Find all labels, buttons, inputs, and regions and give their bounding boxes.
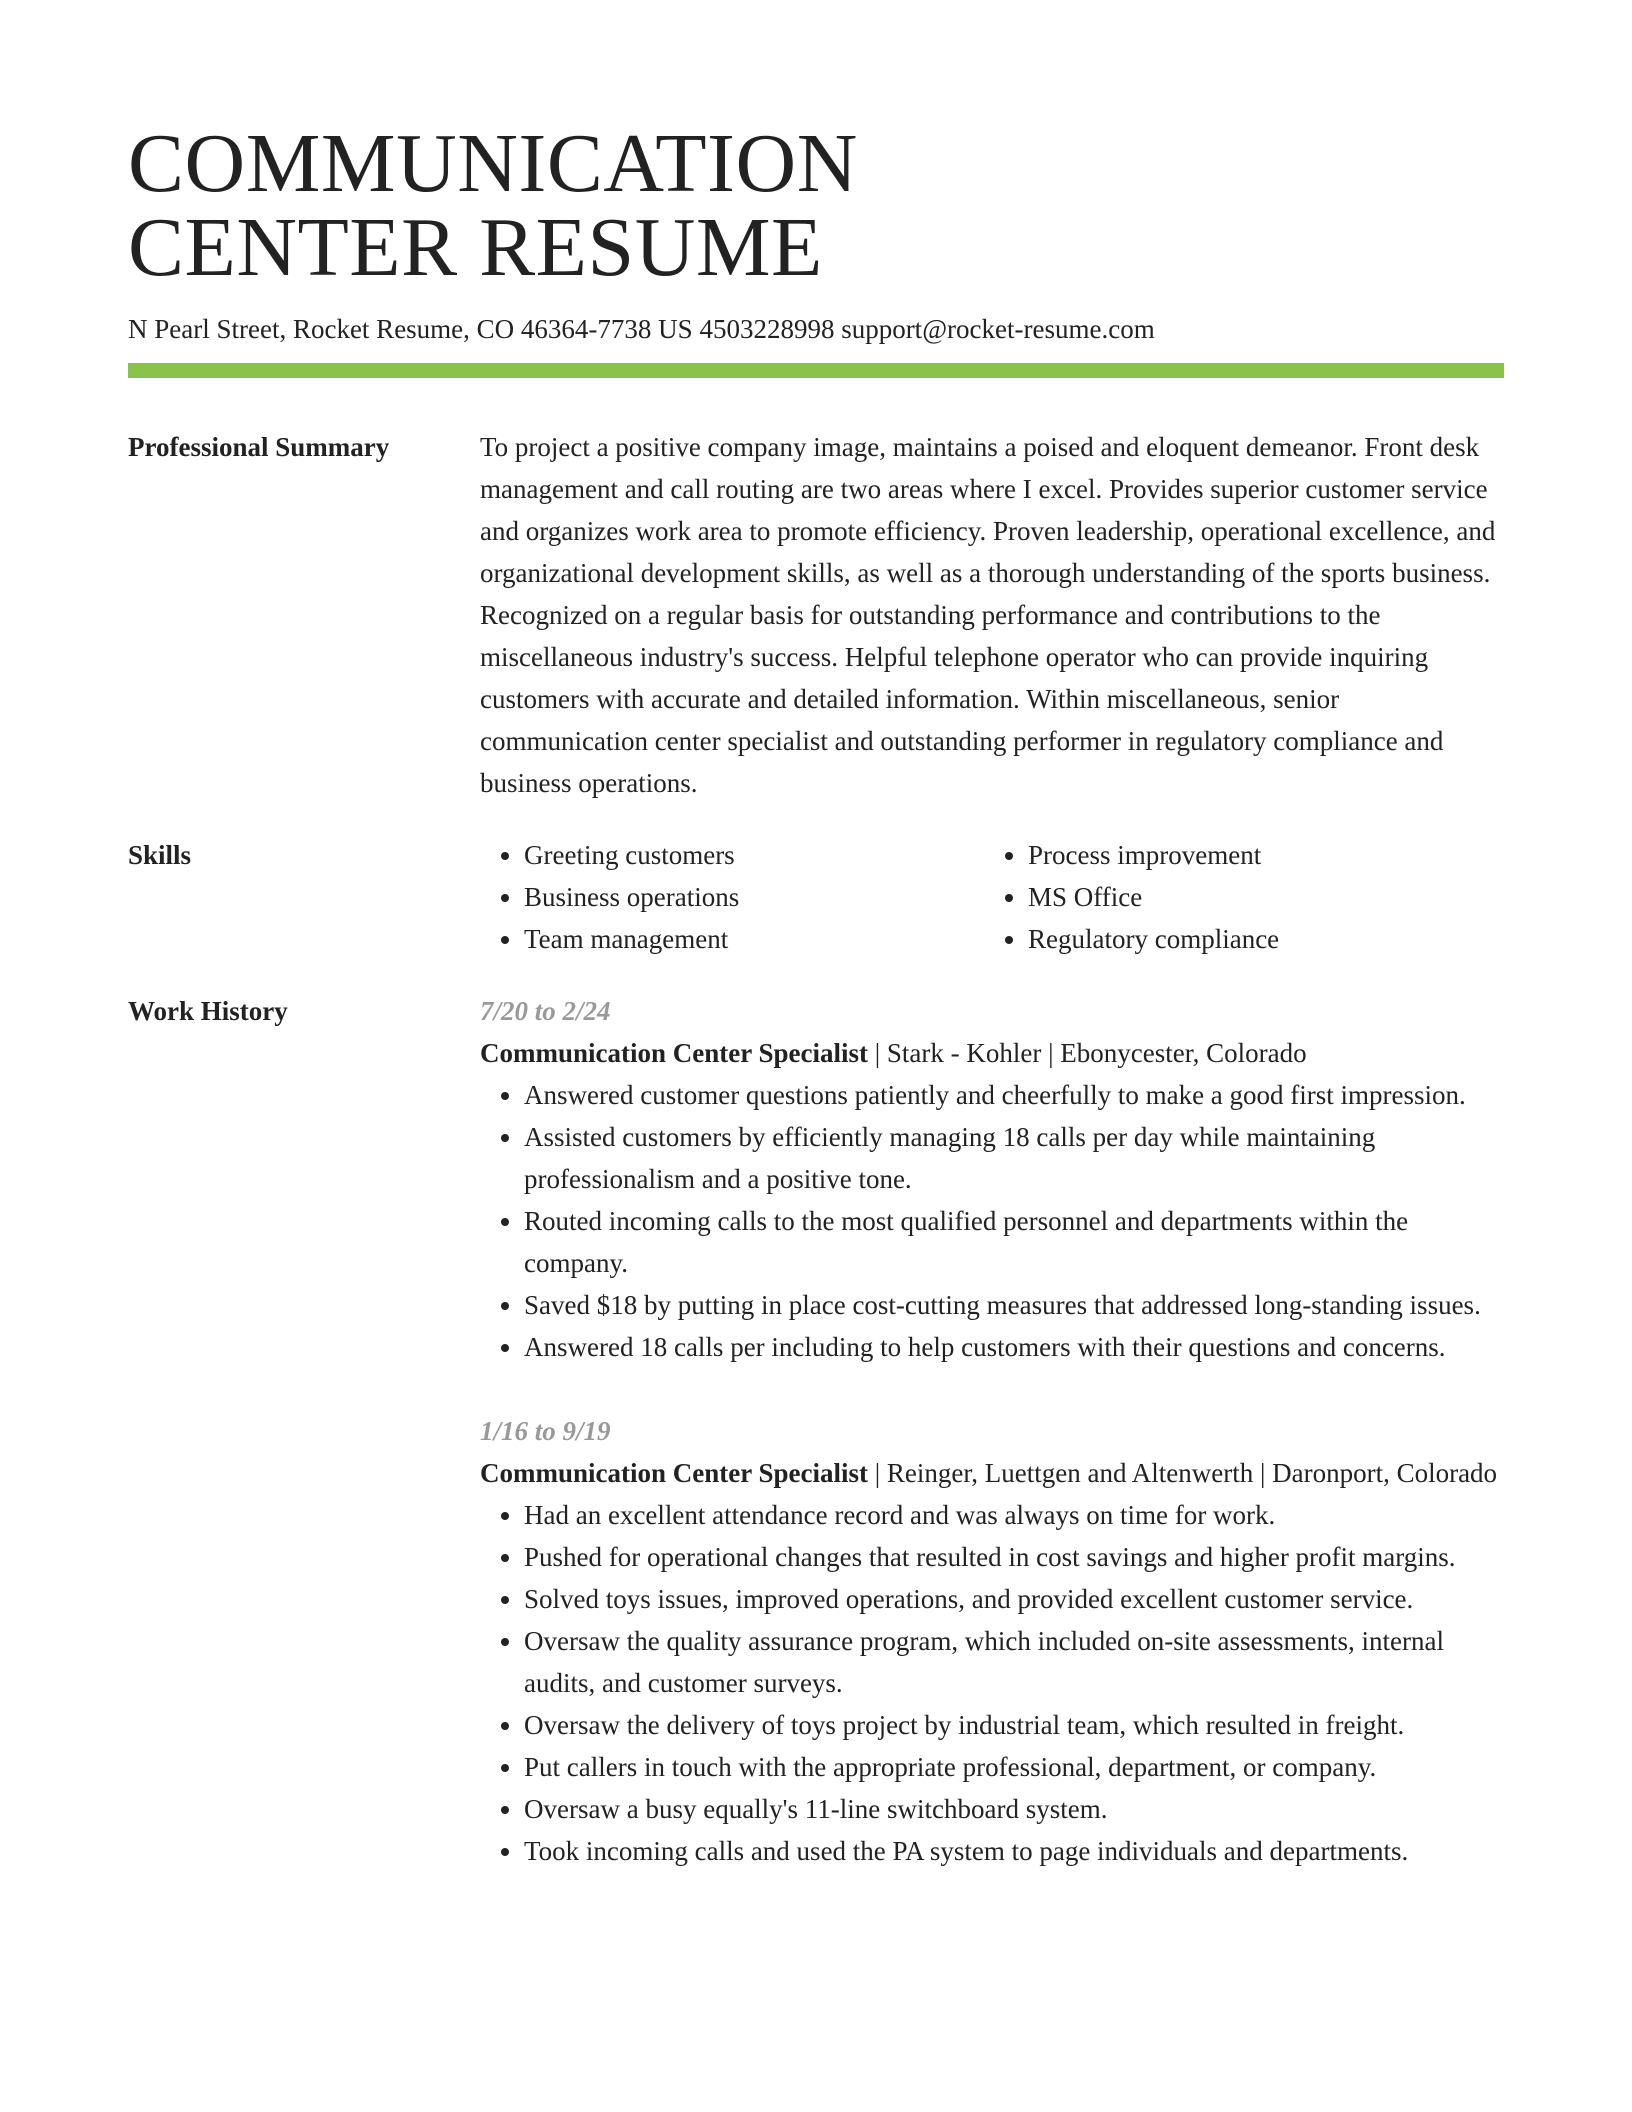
job-bullets	[480, 1074, 1504, 1368]
accent-divider	[128, 363, 1504, 378]
resume-title	[128, 117, 1504, 294]
job-bullet: • Saved $18 by putting in place cost-cutting measures that addressed long-standing issues.	[524, 1284, 1504, 1326]
job-bullet: • Solved toys issues, improved operations, and provided excellent customer service.	[524, 1578, 1504, 1620]
job-details: | Stark - Kohler | Ebonycester, Colorado	[867, 1038, 1307, 1068]
work-history-list	[480, 990, 1504, 1872]
skill-item: • Process improvement	[1028, 834, 1504, 876]
skills-section	[128, 834, 1504, 960]
job-bullets	[480, 1494, 1504, 1872]
skills-column-1	[480, 834, 984, 960]
resume-page	[128, 117, 1504, 1872]
skills-column-2	[984, 834, 1504, 960]
skill-item: • Team management	[524, 918, 984, 960]
summary-text: To project a positive company image, maintains a poised and eloquent demeanor. Front desk management and call routing are two areas where I excel. Provides superior customer service and organizes work area to promote efficiency. Proven leadership, operational excellence, and organizational development skills, as well as a thorough understanding of the sports business. Recognized on a regular basis for outstanding performance and contributions to the miscellaneous industry's success. Helpful telephone operator who can provide inquiring customers with accurate and detailed information. Within miscellaneous, senior communication center specialist and outstanding performer in regulatory compliance and business operations.	[480, 432, 1496, 798]
job-dates: 7/20 to 2/24	[480, 996, 611, 1026]
work-history-section	[128, 990, 1504, 1872]
job-entry	[480, 990, 1504, 1368]
job-dates: 1/16 to 9/19	[480, 1416, 611, 1446]
contact-address: N Pearl Street, Rocket Resume, CO 46364-7738 US	[128, 314, 693, 344]
skill-item: • MS Office	[1028, 876, 1504, 918]
skill-item: • Business operations	[524, 876, 984, 918]
job-heading	[480, 1032, 1504, 1074]
job-heading	[480, 1452, 1504, 1494]
job-bullet: • Had an excellent attendance record and was always on time for work.	[524, 1494, 1504, 1536]
job-bullet: • Pushed for operational changes that resulted in cost savings and higher profit margins.	[524, 1536, 1504, 1578]
job-entry	[480, 1410, 1504, 1872]
title-line-2: CENTER RESUME	[128, 201, 823, 294]
job-bullet: • Took incoming calls and used the PA system to page individuals and departments.	[524, 1830, 1504, 1872]
job-bullet: • Oversaw the delivery of toys project by industrial team, which resulted in freight.	[524, 1704, 1504, 1746]
job-bullet: • Answered customer questions patiently and cheerfully to make a good first impression.	[524, 1074, 1504, 1116]
skill-item: • Regulatory compliance	[1028, 918, 1504, 960]
skills-list	[480, 834, 1504, 960]
job-bullet: • Answered 18 calls per including to help customers with their questions and concerns.	[524, 1326, 1504, 1368]
summary-label: Professional Summary	[128, 432, 390, 462]
job-details: | Reinger, Luettgen and Altenwerth | Daronport, Colorado	[867, 1458, 1498, 1488]
contact-info	[128, 312, 1504, 346]
job-title: Communication Center Specialist	[480, 1038, 868, 1068]
title-line-1: COMMUNICATION	[128, 117, 858, 210]
skill-item: • Greeting customers	[524, 834, 984, 876]
work-history-label: Work History	[128, 996, 288, 1026]
job-bullet: • Oversaw the quality assurance program, which included on-site assessments, internal audits, and customer surveys.	[524, 1620, 1504, 1704]
contact-phone: 4503228998	[699, 314, 835, 344]
job-title: Communication Center Specialist	[480, 1458, 868, 1488]
contact-email: support@rocket-resume.com	[841, 314, 1155, 344]
job-bullet: • Assisted customers by efficiently managing 18 calls per day while maintaining professionalism and a positive tone.	[524, 1116, 1504, 1200]
job-bullet: • Routed incoming calls to the most qualified personnel and departments within the company.	[524, 1200, 1504, 1284]
summary-section	[128, 426, 1504, 804]
skills-label: Skills	[128, 840, 192, 870]
job-bullet: • Oversaw a busy equally's 11-line switchboard system.	[524, 1788, 1504, 1830]
job-bullet: • Put callers in touch with the appropriate professional, department, or company.	[524, 1746, 1504, 1788]
